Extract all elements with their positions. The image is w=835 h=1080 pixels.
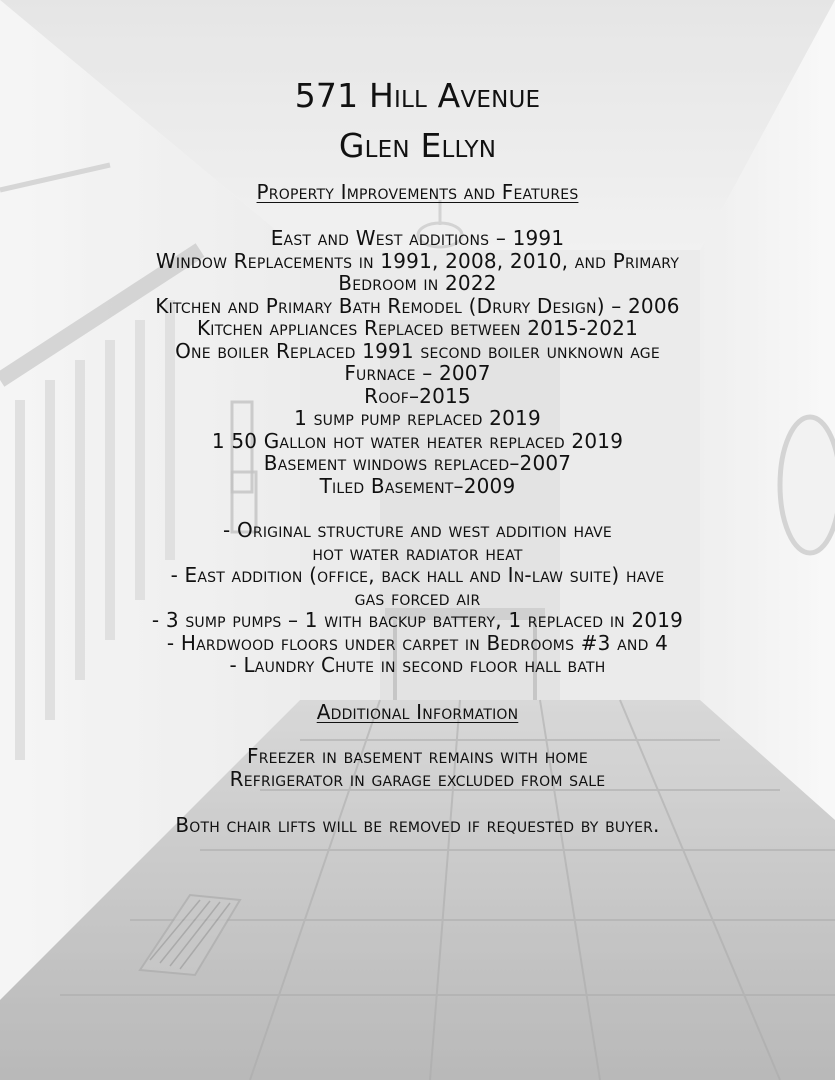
improvements-notes: [0, 519, 835, 677]
city-title: Glen Ellyn: [338, 126, 497, 165]
note-item: - Laundry Chute in second floor hall bath: [229, 653, 606, 677]
list-item: Window Replacements in 1991, 2008, 2010, and Primary: [155, 248, 680, 273]
list-item: Refrigerator in garage excluded from sale: [229, 766, 606, 791]
additional-list: [0, 745, 835, 790]
list-item: One boiler Replaced 1991 second boiler unknown age: [175, 338, 660, 363]
note-item: hot water radiator heat: [312, 540, 523, 565]
final-note-block: [0, 814, 835, 837]
note-item: gas forced air: [354, 585, 481, 610]
list-item: East and West additions – 1991: [270, 226, 565, 250]
list-item: Kitchen and Primary Bath Remodel (Drury Design) – 2006: [155, 293, 680, 318]
list-item: Freezer in basement remains with home: [247, 744, 588, 768]
additional-heading: Additional Information: [316, 700, 519, 724]
list-item: Roof–2015: [364, 383, 471, 408]
list-item: Basement windows replaced–2007: [263, 451, 572, 475]
note-item: - East addition (office, back hall and In-law suite) have: [170, 563, 665, 587]
list-item: 1 50 Gallon hot water heater replaced 2019: [211, 428, 624, 453]
note-item: - 3 sump pumps – 1 with backup battery, 1 replaced in 2019: [151, 608, 684, 632]
note-item: - Original structure and west addition have: [223, 518, 612, 542]
final-note: Both chair lifts will be removed if requested by buyer.: [175, 813, 660, 837]
list-item: Furnace – 2007: [344, 361, 491, 385]
list-item: Kitchen appliances Replaced between 2015-2021: [196, 316, 639, 340]
list-item: 1 sump pump replaced 2019: [294, 406, 541, 430]
improvements-list: [0, 227, 835, 497]
note-item: - Hardwood floors under carpet in Bedrooms #3 and 4: [166, 630, 669, 655]
list-item: Tiled Basement–2009: [319, 473, 516, 498]
list-item: Bedroom in 2022: [338, 271, 497, 295]
address-title: 571 Hill Avenue: [294, 76, 541, 115]
improvements-heading: Property Improvements and Features: [256, 180, 579, 204]
